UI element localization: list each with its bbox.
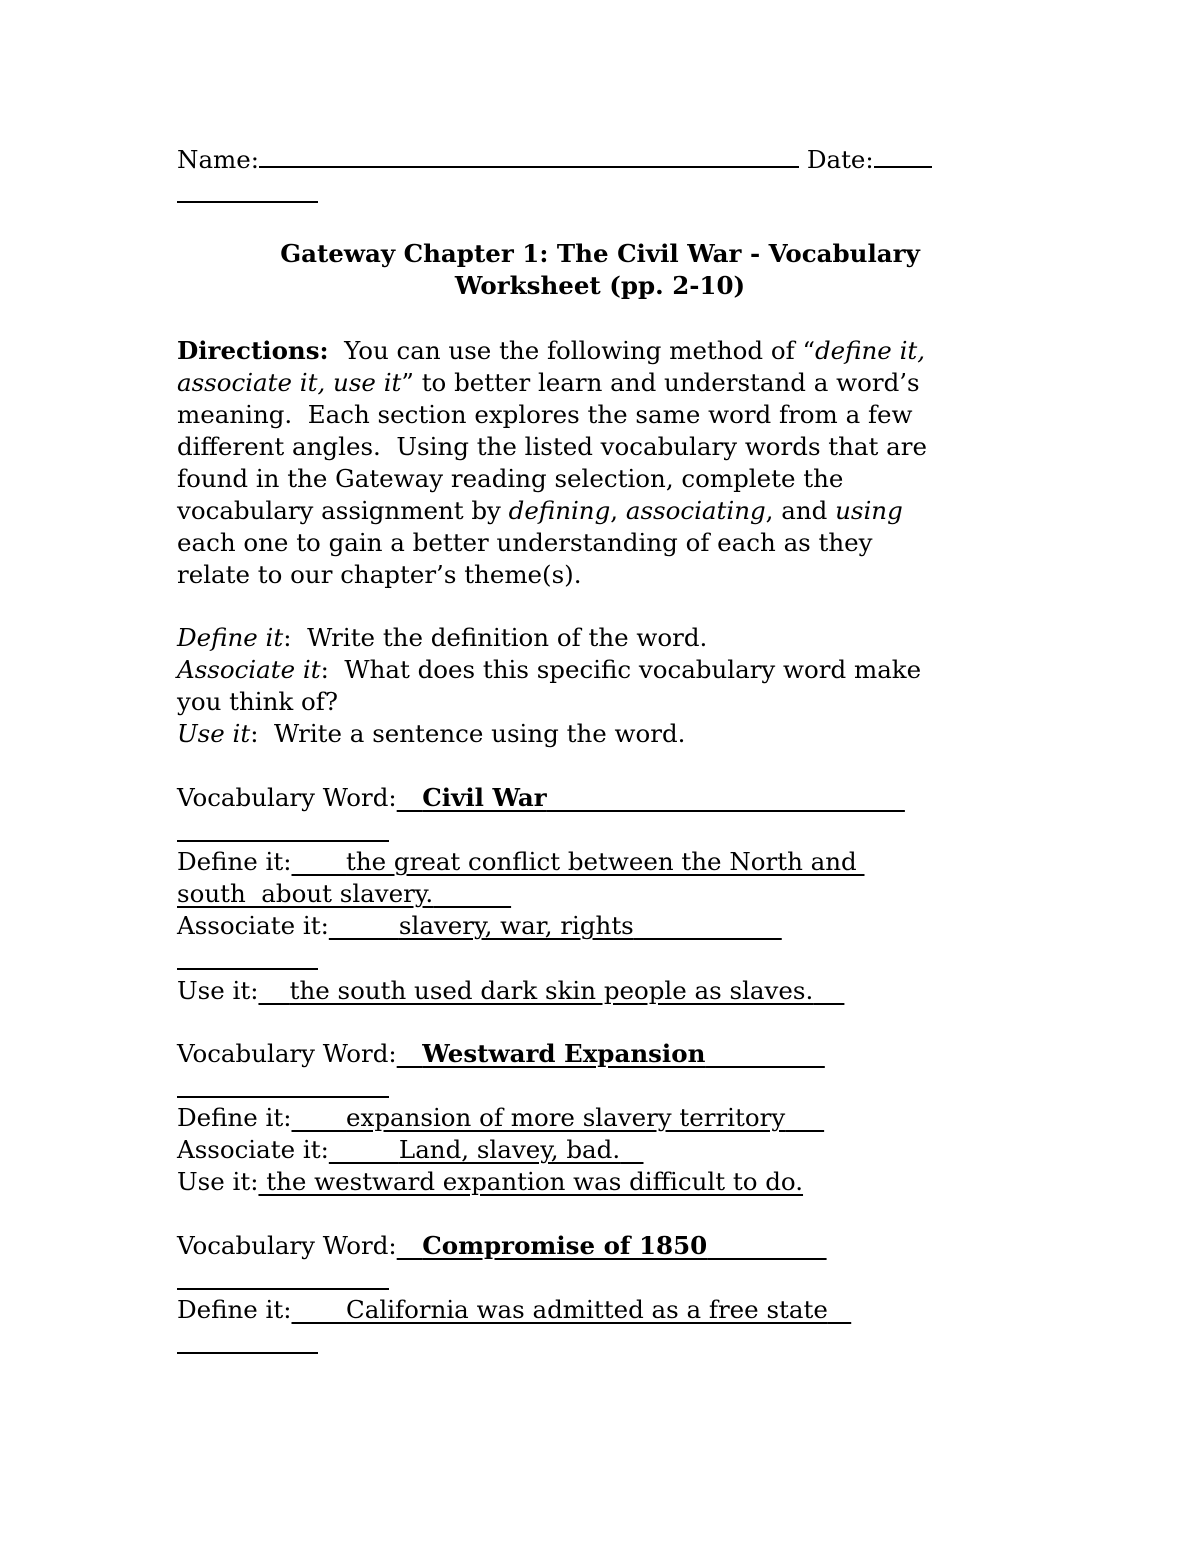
associate-row xyxy=(177,910,782,942)
vocab-word-row xyxy=(177,782,905,814)
define-label: Define it: xyxy=(177,1295,292,1324)
directions-text: associating xyxy=(625,496,766,525)
associate-label: Associate it: xyxy=(177,911,329,940)
use-value: the westward expantion was difficult to do. xyxy=(258,1167,804,1196)
directions-line-4: different angles. Using the listed vocabulary words that are xyxy=(177,432,927,461)
vocab-word-field-continuation[interactable] xyxy=(177,840,389,842)
use-row xyxy=(177,975,844,1007)
associate-field[interactable] xyxy=(329,911,782,940)
method-associate-text: : What does this specific vocabulary word make xyxy=(320,655,922,684)
method-associate-line-2: you think of? xyxy=(177,687,338,716)
method-associate-label: Associate it xyxy=(177,655,321,684)
vocab-word-row xyxy=(177,1038,825,1070)
directions-label: Directions: xyxy=(177,336,329,365)
directions-text: vocabulary assignment by xyxy=(177,496,509,525)
define-row xyxy=(177,1102,824,1134)
directions-line-1 xyxy=(177,335,925,367)
define-field[interactable] xyxy=(292,1295,852,1324)
vocab-word-label: Vocabulary Word: xyxy=(177,1039,397,1068)
header-line xyxy=(177,142,932,174)
define-field[interactable] xyxy=(292,847,865,876)
directions-text: associate it, use it xyxy=(177,368,402,397)
define-row xyxy=(177,1294,851,1326)
associate-field[interactable] xyxy=(329,1135,644,1164)
method-define-label: Define it xyxy=(177,623,284,652)
use-row xyxy=(177,1166,803,1198)
method-define xyxy=(177,622,707,654)
define-value: California was admitted as a free state xyxy=(346,1295,828,1324)
date-field[interactable] xyxy=(874,142,932,168)
associate-row xyxy=(177,1134,644,1166)
directions-line-5: found in the Gateway reading selection, complete the xyxy=(177,464,844,493)
define-label: Define it: xyxy=(177,1103,292,1132)
associate-value: slavery, war, rights xyxy=(398,911,634,940)
define-value: south about slavery. xyxy=(177,879,434,908)
vocab-word-field[interactable] xyxy=(397,1039,825,1068)
directions-text: defining xyxy=(508,496,611,525)
method-define-text: : Write the definition of the word. xyxy=(283,623,708,652)
directions-line-2 xyxy=(177,367,920,399)
directions-text: ” to better learn and understand a word’s xyxy=(401,368,920,397)
associate-value: Land, slavey, bad. xyxy=(398,1135,621,1164)
directions-text: , and xyxy=(765,496,836,525)
use-value: the south used dark skin people as slaves. xyxy=(289,976,814,1005)
use-field[interactable] xyxy=(258,976,844,1005)
vocab-word-value: Westward Expansion xyxy=(422,1039,706,1068)
use-label: Use it: xyxy=(177,1167,259,1196)
define-value: the great conflict between the North and xyxy=(346,847,865,876)
define-row xyxy=(177,846,865,878)
define-field-continuation[interactable] xyxy=(177,1352,318,1354)
use-field[interactable] xyxy=(258,1167,803,1196)
directions-text: , xyxy=(610,496,626,525)
define-row-2 xyxy=(177,878,511,910)
method-associate xyxy=(177,654,921,686)
define-value: expansion of more slavery territory xyxy=(346,1103,786,1132)
vocab-word-field-continuation[interactable] xyxy=(177,1096,389,1098)
define-label: Define it: xyxy=(177,847,292,876)
worksheet-title-line-2: Worksheet (pp. 2-10) xyxy=(454,271,746,300)
directions-line-8: relate to our chapter’s theme(s). xyxy=(177,560,582,589)
vocab-word-label: Vocabulary Word: xyxy=(177,1231,397,1260)
date-field-continuation[interactable] xyxy=(177,201,318,203)
method-use-text: : Write a sentence using the word. xyxy=(250,719,686,748)
define-field[interactable] xyxy=(177,879,511,908)
name-field[interactable] xyxy=(259,142,799,168)
name-label: Name: xyxy=(177,145,260,174)
directions-text: using xyxy=(835,496,903,525)
vocab-word-label: Vocabulary Word: xyxy=(177,783,397,812)
directions-line-7: each one to gain a better understanding of each as they xyxy=(177,528,873,557)
vocab-word-value: Civil War xyxy=(422,783,547,812)
directions-text: You can use the following method of “ xyxy=(328,336,815,365)
use-label: Use it: xyxy=(177,976,259,1005)
date-label: Date: xyxy=(806,145,874,174)
method-use-label: Use it xyxy=(177,719,251,748)
vocab-word-field[interactable] xyxy=(397,783,905,812)
method-use xyxy=(177,718,685,750)
directions-text: define it, xyxy=(814,336,926,365)
directions-line-3: meaning. Each section explores the same word from a few xyxy=(177,400,913,429)
vocab-word-value: Compromise of 1850 xyxy=(422,1231,708,1260)
worksheet-title-line-1: Gateway Chapter 1: The Civil War - Vocabulary xyxy=(280,239,920,268)
vocab-word-field[interactable] xyxy=(397,1231,827,1260)
define-field[interactable] xyxy=(292,1103,825,1132)
vocab-word-field-continuation[interactable] xyxy=(177,1288,389,1290)
associate-field-continuation[interactable] xyxy=(177,968,318,970)
directions-line-6 xyxy=(177,495,903,527)
associate-label: Associate it: xyxy=(177,1135,329,1164)
vocab-word-row xyxy=(177,1230,827,1262)
